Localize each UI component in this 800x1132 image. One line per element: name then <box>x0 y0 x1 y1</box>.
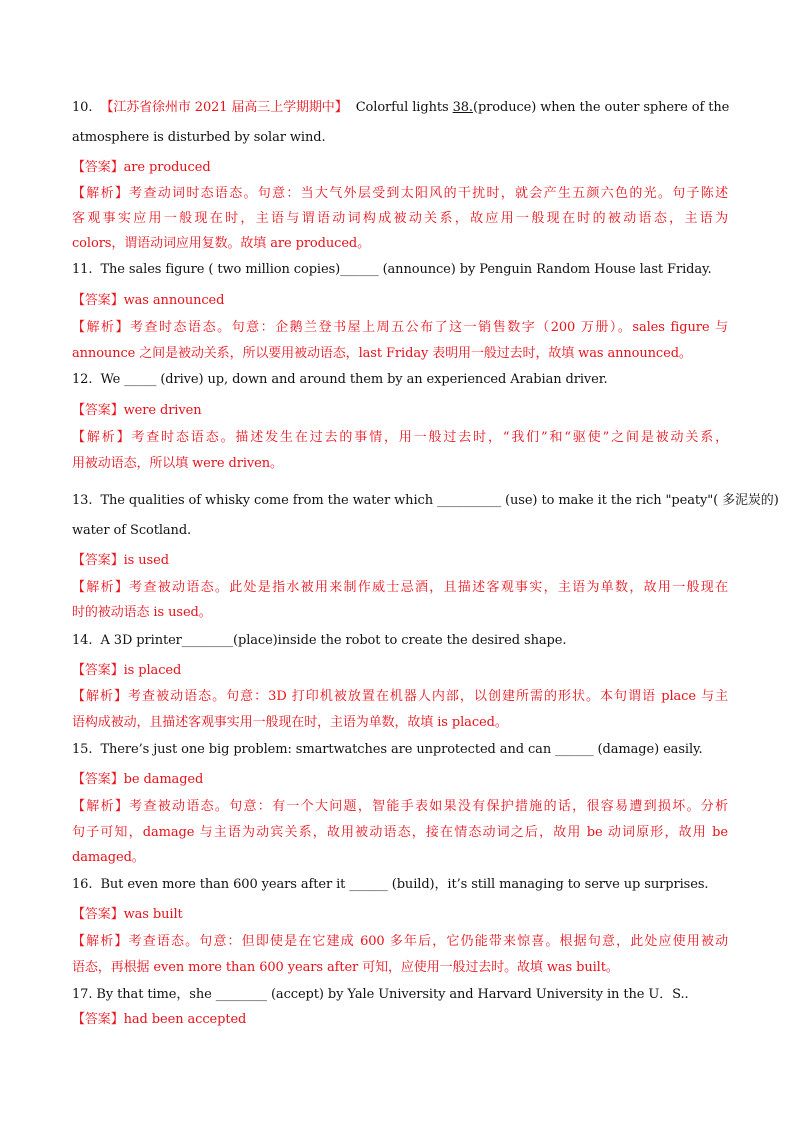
question-17: 17. By that time，she ________ (accept) by Yale University and Harvard University in the U．S.. <box>72 987 689 1002</box>
analysis-15-line1: 【解析】考查被动语态。句意：有一个大问题，智能手表如果没有保护措施的话，很容易遭到损坏。分析 <box>72 799 728 814</box>
analysis-10-line1: 【解析】考查动词时态语态。句意：当大气外层受到太阳风的干扰时，就会产生五颜六色的光。句子陈述 <box>72 186 728 201</box>
question-11: 11. The sales figure ( two million copies)______ (announce) by Penguin Random House last Friday. <box>72 262 712 277</box>
answer-15: 【答案】be damaged <box>72 772 204 787</box>
analysis-16-line1: 【解析】考查语态。句意：但即使是在它建成 600 多年后，它仍能带来惊喜。根据句意，此处应使用被动 <box>72 934 728 949</box>
analysis-15-line3: damaged。 <box>72 850 145 865</box>
analysis-16-line2: 语态，再根据 even more than 600 years after 可知，应使用一般过去时。故填 was built。 <box>72 960 619 975</box>
question-13-line2: water of Scotland. <box>72 523 192 538</box>
analysis-14-line2: 语构成被动，且描述客观事实用一般现在时，主语为单数，故填 is placed。 <box>72 715 508 730</box>
question-16: 16. But even more than 600 years after it ______ (build)，it’s still managing to serve up surprises. <box>72 877 709 892</box>
question-15: 15. There’s just one big problem: smartwatches are unprotected and can ______ (damage) easily. <box>72 742 703 757</box>
question-source: 【江苏省徐州市 2021 届高三上学期期中】 <box>100 100 348 115</box>
answer-14: 【答案】is placed <box>72 663 182 678</box>
analysis-10-line2: 客观事实应用一般现在时，主语与谓语动词构成被动关系，故应用一般现在时的被动语态，主语为 <box>72 211 728 226</box>
blank-number: 38. <box>452 100 473 115</box>
question-10: 10. 【江苏省徐州市 2021 届高三上学期期中】 Colorful lights 38.(produce) when the outer sphere of the <box>72 100 730 115</box>
analysis-15-line2: 句子可知，damage 与主语为动宾关系，故用被动语态，接在情态动词之后，故用 be 动词原形，故用 be <box>72 825 728 840</box>
analysis-13-line2: 时的被动语态 is used。 <box>72 605 212 620</box>
answer-16: 【答案】was built <box>72 907 183 922</box>
answer-12: 【答案】were driven <box>72 403 202 418</box>
answer-11: 【答案】was announced <box>72 293 225 308</box>
question-13: 13. The qualities of whisky come from the water which __________ (use) to make it the rich "peaty"( 多泥炭的) <box>72 493 779 508</box>
answer-10: 【答案】are produced <box>72 160 211 175</box>
analysis-11-line2: announce 之间是被动关系，所以要用被动语态，last Friday 表明用一般过去时，故填 was announced。 <box>72 346 692 361</box>
question-12: 12. We _____ (drive) up, down and around them by an experienced Arabian driver. <box>72 372 608 387</box>
analysis-10-line3: colors，谓语动词应用复数。故填 are produced。 <box>72 236 371 251</box>
answer-17: 【答案】had been accepted <box>72 1012 247 1027</box>
analysis-13-line1: 【解析】考查被动语态。此处是指水被用来制作威士忌酒，且描述客观事实，主语为单数，故用一般现在 <box>72 580 728 595</box>
question-14: 14. A 3D printer________(place)inside the robot to create the desired shape. <box>72 633 567 648</box>
analysis-11-line1: 【解析】考查时态语态。句意：企鹅兰登书屋上周五公布了这一销售数字（200 万册）。sales figure 与 <box>72 320 728 335</box>
analysis-12-line2: 用被动语态，所以填 were driven。 <box>72 456 283 471</box>
question-10-line2: atmosphere is disturbed by solar wind. <box>72 130 326 145</box>
analysis-12-line1: 【解析】考查时态语态。描述发生在过去的事情，用一般过去时，“我们”和“驱使”之间是被动关系， <box>72 430 729 445</box>
analysis-14-line1: 【解析】考查被动语态。句意：3D 打印机被放置在机器人内部，以创建所需的形状。本句谓语 place 与主 <box>72 689 728 704</box>
answer-13: 【答案】is used <box>72 553 169 568</box>
